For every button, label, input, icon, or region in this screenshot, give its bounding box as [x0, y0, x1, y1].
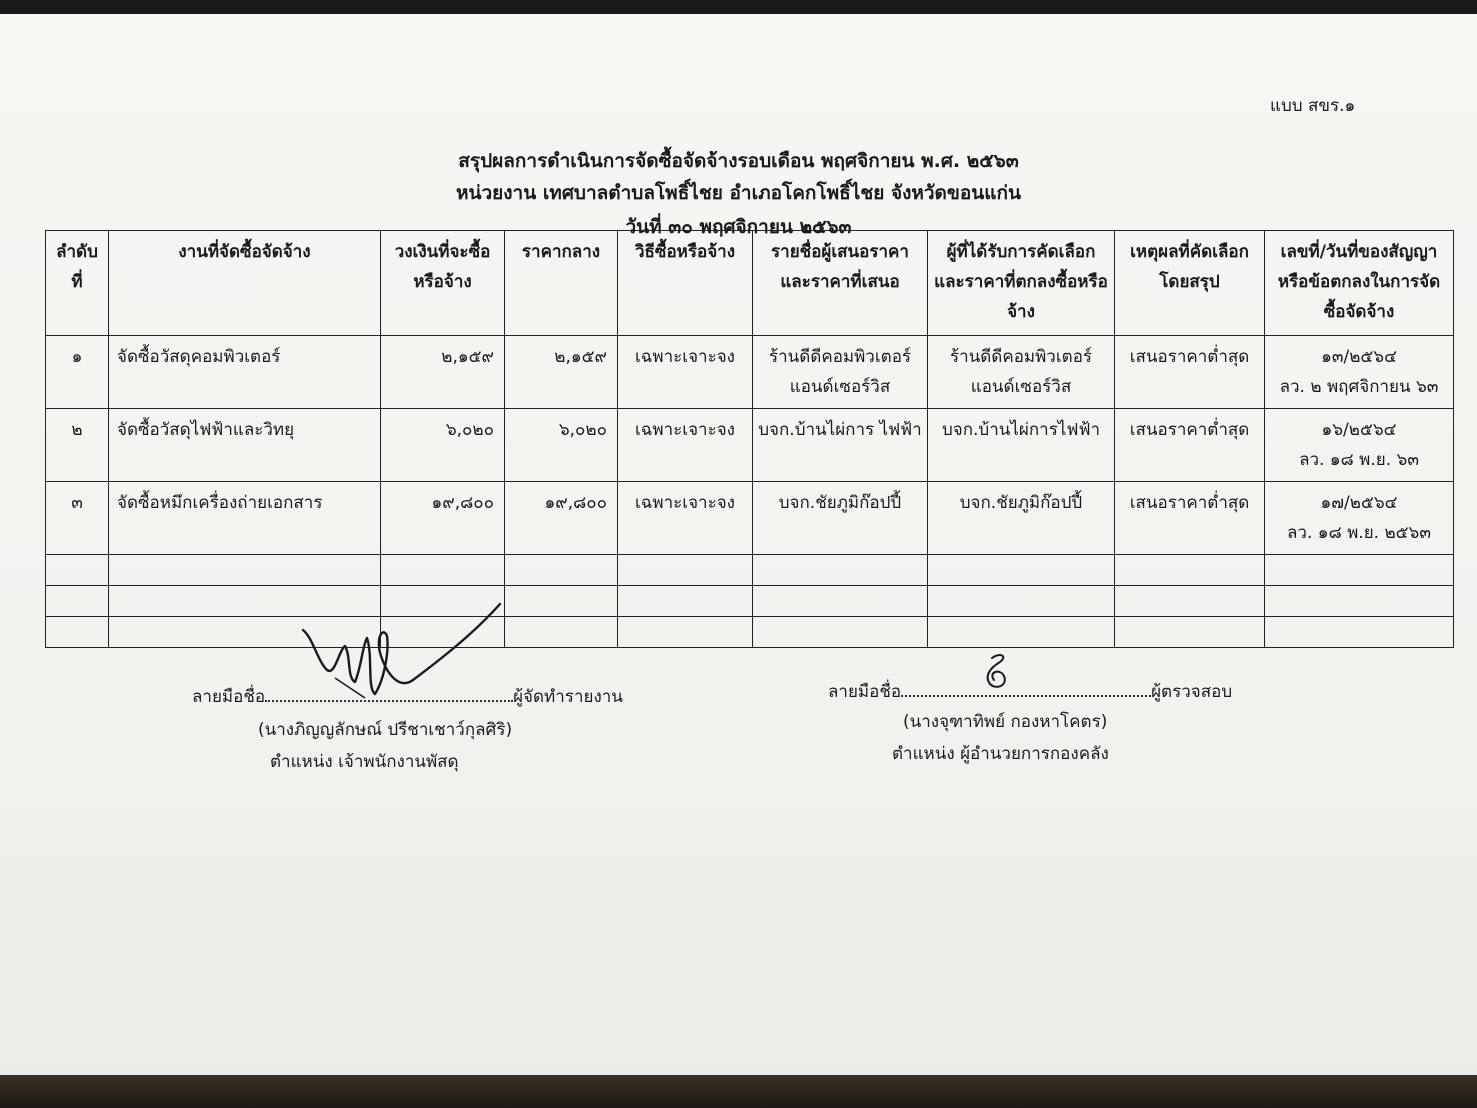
- contract-no: ๑๓/๒๕๖๔: [1321, 347, 1397, 367]
- contract-date: ลว. ๑๘ พ.ย. ๖๓: [1299, 450, 1419, 470]
- cell-selected: ร้านดีดีคอมพิวเตอร์ แอนด์เซอร์วิส: [928, 336, 1115, 409]
- header-median-price: ราคากลาง: [505, 231, 618, 336]
- report-title: สรุปผลการดำเนินการจัดซื้อจัดจ้างรอบเดือน พฤศจิกายน พ.ศ. ๒๕๖๓: [458, 150, 1019, 172]
- empty-row: [46, 555, 1454, 586]
- form-code: แบบ สขร.๑: [1270, 96, 1356, 116]
- report-date: วันที่ ๓๐ พฤศจิกายน ๒๕๖๓: [625, 216, 852, 238]
- reviewer-sign-label: ลายมือชื่อ: [828, 682, 902, 702]
- contract-date: ลว. ๒ พฤศจิกายน ๖๓: [1279, 377, 1439, 397]
- cell-item: จัดซื้อวัสดุไฟฟ้าและวิทยุ: [109, 409, 381, 482]
- cell-no: ๑: [46, 336, 109, 409]
- cell-budget: ๑๙,๘๐๐: [381, 482, 505, 555]
- agency-line: หน่วยงาน เทศบาลตำบลโพธิ์ไชย อำเภอโคกโพธิ์ไชย จังหวัดขอนแก่น: [455, 182, 1022, 204]
- contract-no: ๑๗/๒๕๖๔: [1320, 493, 1398, 513]
- header-no: ลำดับที่: [46, 231, 109, 336]
- cell-median-price: ๒,๑๕๙: [505, 336, 618, 409]
- header-selected: ผู้ที่ได้รับการคัดเลือกและราคาที่ตกลงซื้อหรือจ้าง: [928, 231, 1115, 336]
- table-row: [46, 409, 1454, 482]
- contract-date: ลว. ๑๘ พ.ย. ๒๕๖๓: [1287, 523, 1431, 543]
- empty-row: [46, 586, 1454, 617]
- cell-bidders: บจก.บ้านไผ่การ ไฟฟ้า: [753, 409, 928, 482]
- cell-reason: เสนอราคาต่ำสุด: [1115, 409, 1265, 482]
- cell-item: จัดซื้อวัสดุคอมพิวเตอร์: [109, 336, 381, 409]
- cell-method: เฉพาะเจาะจง: [618, 409, 753, 482]
- empty-row: [46, 617, 1454, 648]
- cell-no: ๓: [46, 482, 109, 555]
- header-bidders: รายชื่อผู้เสนอราคาและราคาที่เสนอ: [753, 231, 928, 336]
- cell-contract: [1265, 409, 1454, 482]
- preparer-position: ตำแหน่ง เจ้าพนักงานพัสดุ: [270, 752, 459, 772]
- table-row: [46, 482, 1454, 555]
- cell-bidders: บจก.ชัยภูมิก๊อปปี้: [753, 482, 928, 555]
- header-budget: วงเงินที่จะซื้อหรือจ้าง: [381, 231, 505, 336]
- cell-budget: ๖,๐๒๐: [381, 409, 505, 482]
- cell-contract: [1265, 336, 1454, 409]
- header-reason: เหตุผลที่คัดเลือกโดยสรุป: [1115, 231, 1265, 336]
- table-header-row: [46, 231, 1454, 336]
- cell-reason: เสนอราคาต่ำสุด: [1115, 336, 1265, 409]
- table-row: [46, 336, 1454, 409]
- reviewer-sign-line: [828, 678, 1232, 705]
- cell-no: ๒: [46, 409, 109, 482]
- cell-median-price: ๖,๐๒๐: [505, 409, 618, 482]
- cell-selected: บจก.บ้านไผ่การไฟฟ้า: [928, 409, 1115, 482]
- header-item: งานที่จัดซื้อจัดจ้าง: [109, 231, 381, 336]
- header-contract: เลขที่/วันที่ของสัญญาหรือข้อตกลงในการจัดซื้อจัดจ้าง: [1265, 231, 1454, 336]
- contract-no: ๑๖/๒๕๖๔: [1321, 420, 1397, 440]
- reviewer-role: ผู้ตรวจสอบ: [1151, 682, 1233, 702]
- cell-item: จัดซื้อหมึกเครื่องถ่ายเอกสาร: [109, 482, 381, 555]
- cell-bidders: ร้านดีดีคอมพิวเตอร์ แอนด์เซอร์วิส: [753, 336, 928, 409]
- preparer-name: (นางภิญญลักษณ์ ปรีชาเชาว์กุลศิริ): [258, 720, 513, 740]
- cell-method: เฉพาะเจาะจง: [618, 336, 753, 409]
- reviewer-position: ตำแหน่ง ผู้อำนวยการกองคลัง: [892, 744, 1109, 764]
- cell-contract: [1265, 482, 1454, 555]
- background-surface: [0, 1075, 1477, 1108]
- cell-reason: เสนอราคาต่ำสุด: [1115, 482, 1265, 555]
- preparer-sign-line: [192, 683, 623, 710]
- preparer-sign-label: ลายมือชื่อ: [192, 687, 266, 707]
- procurement-table: [45, 230, 1454, 648]
- cell-median-price: ๑๙,๘๐๐: [505, 482, 618, 555]
- cell-selected: บจก.ชัยภูมิก๊อปปี้: [928, 482, 1115, 555]
- header-method: วิธีซื้อหรือจ้าง: [618, 231, 753, 336]
- reviewer-name: (นางจุฑาทิพย์ กองหาโคตร): [903, 712, 1108, 732]
- cell-method: เฉพาะเจาะจง: [618, 482, 753, 555]
- cell-budget: ๒,๑๕๙: [381, 336, 505, 409]
- preparer-role: ผู้จัดทำรายงาน: [513, 687, 623, 707]
